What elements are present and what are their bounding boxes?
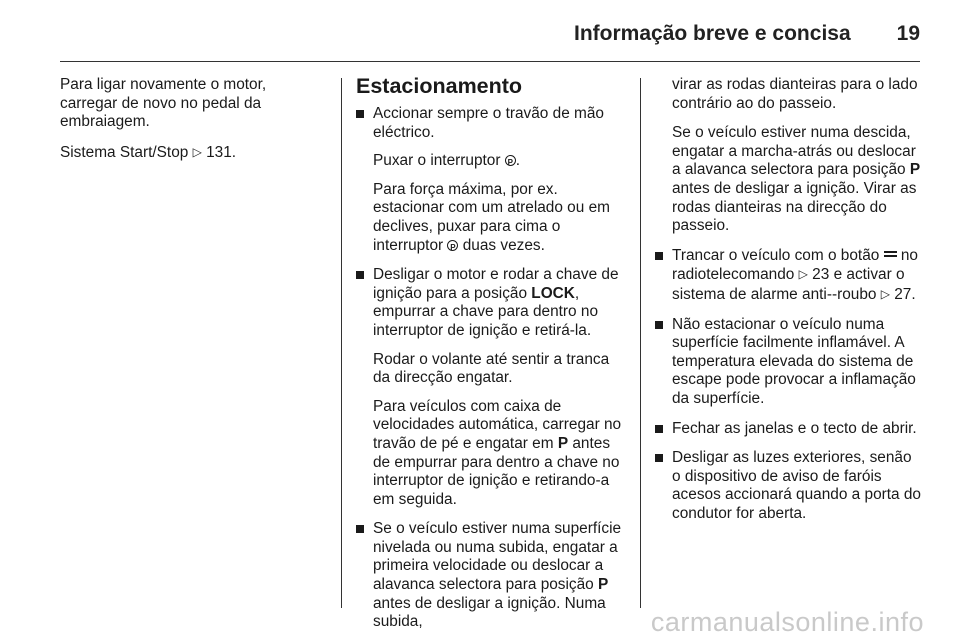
bullet-item: Desligar as luzes exteriores, senão o dispositivo de aviso de faróis acesos accionará quando a porta do condutor for aberta. bbox=[655, 449, 922, 523]
bullet-square-icon bbox=[356, 525, 364, 533]
page-ref[interactable]: 23 bbox=[812, 266, 830, 284]
bullet-item: Trancar o veículo com o botão no radiotelecomando ▷ 23 e activar o sistema de alarme anti--roubo ▷ 27. bbox=[655, 247, 922, 305]
page-ref[interactable]: 27. bbox=[894, 285, 916, 303]
page-ref-arrow-icon: ▷ bbox=[880, 286, 890, 301]
column-2 bbox=[356, 76, 628, 643]
bullet-square-icon bbox=[655, 454, 663, 462]
bullet-square-icon bbox=[655, 425, 663, 433]
bullet-square-icon bbox=[655, 252, 663, 260]
paragraph: Sistema Start/Stop ▷ 131. bbox=[60, 143, 237, 161]
bullet-square-icon bbox=[356, 110, 364, 118]
bullet-item: Desligar o motor e rodar a chave de ignição para a posição LOCK, empurrar a chave para dentro no interruptor de ignição e retirá-la. Rodar o volante até sentir a tranca da direcção engatar. Para veículos com caixa de velocidades automática, carregar no travão de pé e engatar em P antes de empurrar para dentro a chave no interruptor de ignição e retirando-a em seguida. bbox=[356, 266, 628, 509]
page-title: Informação breve e concisa bbox=[574, 22, 851, 45]
bullet-item: Não estacionar o veículo numa superfície facilmente inflamável. A temperatura elevada do sistema de escape pode provocar a inflamação da superfície. bbox=[655, 316, 922, 409]
continued-text: virar as rodas dianteiras para o lado contrário ao do passeio. Se o veículo estiver numa descida, engatar a marcha-atrás ou deslocar a alavanca selectora para posição P antes de desligar a ignição. Virar as rodas dianteiras na direcção do passeio. bbox=[672, 76, 921, 235]
header-rule bbox=[60, 61, 920, 62]
bullet-square-icon bbox=[655, 321, 663, 329]
watermark: carmanualsonline.info bbox=[650, 607, 924, 637]
parking-brake-icon bbox=[505, 155, 516, 166]
parking-brake-icon bbox=[447, 240, 458, 251]
page-ref-arrow-icon: ▷ bbox=[192, 144, 202, 159]
column-1 bbox=[60, 76, 322, 173]
page-number: 19 bbox=[896, 22, 920, 45]
bullet-item: Fechar as janelas e o tecto de abrir. bbox=[655, 420, 922, 439]
page-ref[interactable]: 131. bbox=[206, 143, 237, 161]
bullet-item: Accionar sempre o travão de mão eléctrico. Puxar o interruptor P . Para força máxima, por ex. estacionar com um atrelado ou em declives, puxar para cima o interruptor P duas vezes. bbox=[356, 105, 628, 255]
page-header bbox=[60, 14, 920, 54]
paragraph: Para ligar novamente o motor, carregar de novo no pedal da embraiagem. bbox=[60, 76, 267, 131]
column-divider bbox=[341, 78, 342, 608]
section-heading: Estacionamento bbox=[356, 74, 523, 98]
page-ref-arrow-icon: ▷ bbox=[798, 267, 808, 282]
lock-button-icon bbox=[884, 249, 897, 259]
bullet-item: Se o veículo estiver numa superfície nivelada ou numa subida, engatar a primeira velocidade ou deslocar a alavanca selectora para posição P antes de desligar a ignição. Numa subida, bbox=[356, 520, 628, 632]
column-divider bbox=[640, 78, 641, 608]
bullet-square-icon bbox=[356, 271, 364, 279]
column-3 bbox=[655, 76, 922, 534]
